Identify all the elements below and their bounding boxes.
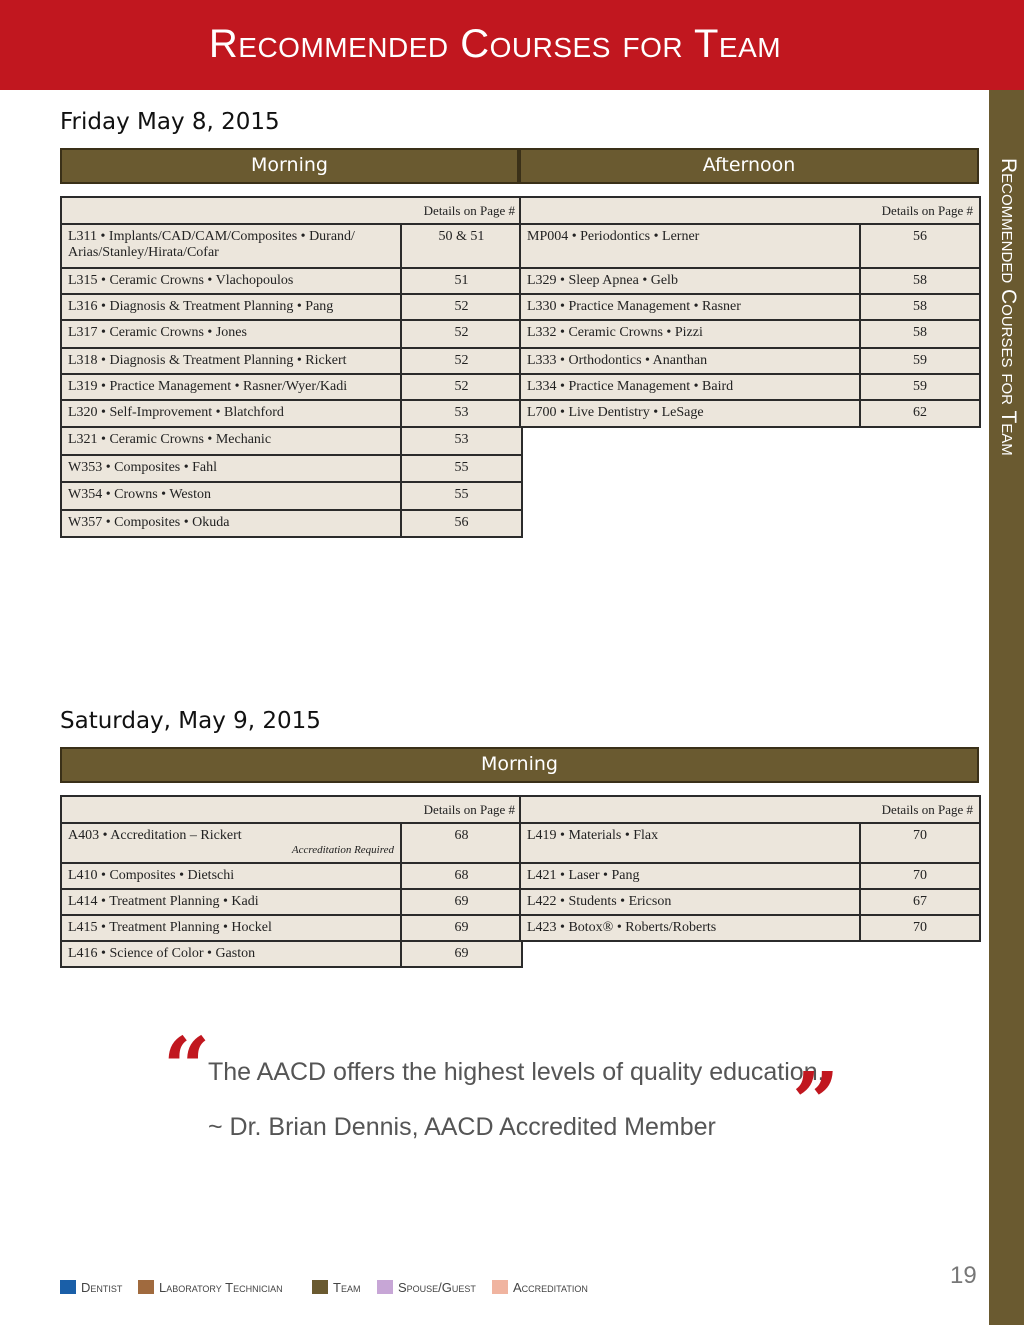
table-row (520, 400, 980, 427)
course-cell (520, 889, 860, 915)
page-cell: 69 (401, 915, 522, 941)
course-cell (61, 224, 401, 268)
legend-label: Accreditation (513, 1279, 588, 1295)
course-cell (61, 320, 401, 348)
table-row (520, 348, 980, 374)
table-row (520, 889, 980, 915)
course-cell (61, 915, 401, 941)
friday-afternoon-header: Afternoon (519, 148, 979, 184)
table-row (61, 889, 522, 915)
course-cell (61, 400, 401, 427)
page-cell: 69 (401, 889, 522, 915)
course-title: W353 • Composites • Fahl (68, 460, 218, 475)
legend-item-accreditation (492, 1278, 588, 1296)
table-row (520, 374, 980, 400)
legend-label: Spouse/Guest (398, 1279, 476, 1295)
course-title: W354 • Crowns • Weston (68, 487, 211, 502)
course-title: L700 • Live Dentistry • LeSage (527, 405, 704, 420)
course-cell (61, 427, 401, 455)
legend-swatch (492, 1280, 508, 1294)
table-row (61, 863, 522, 889)
legend-swatch (377, 1280, 393, 1294)
page-cell: 68 (401, 863, 522, 889)
course-cell (520, 268, 860, 294)
course-title: L315 • Ceramic Crowns • Vlachopoulos (68, 273, 294, 288)
quote-text: The AACD offers the highest levels of quality education. (208, 1058, 825, 1086)
page-cell: 58 (860, 294, 980, 320)
course-cell (61, 294, 401, 320)
saturday-morning-header: Morning (60, 747, 979, 783)
table-row (61, 224, 522, 268)
legend-swatch (312, 1280, 328, 1294)
quote-open-mark: “ (163, 1020, 211, 1116)
legend-item-dentist (60, 1278, 122, 1296)
table-row (61, 510, 522, 537)
course-cell (520, 224, 860, 268)
details-header: Details on Page # (61, 796, 522, 823)
table-row (61, 320, 522, 348)
table-row (61, 374, 522, 400)
saturday-title: Saturday, May 9, 2015 (60, 708, 321, 734)
course-title: L422 • Students • Ericson (527, 894, 672, 909)
course-cell (520, 348, 860, 374)
course-cell (61, 510, 401, 537)
course-cell (61, 823, 401, 863)
page-cell: 50 & 51 (401, 224, 522, 268)
page-cell: 59 (860, 348, 980, 374)
course-cell (61, 889, 401, 915)
course-cell (520, 294, 860, 320)
course-title: A403 • Accreditation – Rickert (68, 828, 242, 843)
course-cell (520, 374, 860, 400)
course-title: W357 • Composites • Okuda (68, 515, 230, 530)
table-row (61, 268, 522, 294)
legend-item-laboratory-technician (138, 1278, 283, 1296)
page-cell: 58 (860, 320, 980, 348)
course-cell (520, 400, 860, 427)
course-cell (61, 268, 401, 294)
course-title: L423 • Botox® • Roberts/Roberts (527, 920, 717, 935)
page-cell: 52 (401, 348, 522, 374)
legend-item-spouse-guest (377, 1278, 476, 1296)
table-row (61, 941, 522, 967)
quote-author: ~ Dr. Brian Dennis, AACD Accredited Member (208, 1113, 716, 1141)
page-cell: 67 (860, 889, 980, 915)
course-title: L421 • Laser • Pang (527, 868, 640, 883)
course-title: L318 • Diagnosis & Treatment Planning • Rickert (68, 353, 347, 368)
table-row (520, 915, 980, 941)
course-cell (61, 482, 401, 510)
page-cell: 55 (401, 455, 522, 482)
course-title: L410 • Composites • Dietschi (68, 868, 235, 883)
page-cell: 70 (860, 823, 980, 863)
page-cell: 59 (860, 374, 980, 400)
page-cell: 62 (860, 400, 980, 427)
saturday-left-table (60, 795, 523, 968)
table-row (520, 294, 980, 320)
page-cell: 53 (401, 427, 522, 455)
details-header: Details on Page # (520, 796, 980, 823)
legend-label: Team (333, 1279, 361, 1295)
friday-morning-header: Morning (60, 148, 519, 184)
course-title: L419 • Materials • Flax (527, 828, 659, 843)
legend-item-team (312, 1278, 360, 1296)
page-cell: 58 (860, 268, 980, 294)
course-title: L320 • Self-Improvement • Blatchford (68, 405, 284, 420)
page-number: 19 (950, 1262, 977, 1289)
table-row (61, 455, 522, 482)
page-title: Recommended Courses for Team (208, 22, 782, 66)
table-row (520, 268, 980, 294)
page-cell: 52 (401, 294, 522, 320)
page-cell: 55 (401, 482, 522, 510)
page-cell: 56 (860, 224, 980, 268)
legend-swatch (60, 1280, 76, 1294)
course-title: L334 • Practice Management • Baird (527, 379, 734, 394)
friday-morning-table (60, 196, 523, 538)
page-cell: 70 (860, 915, 980, 941)
table-row (61, 294, 522, 320)
page-cell: 51 (401, 268, 522, 294)
course-cell (520, 823, 860, 863)
details-header: Details on Page # (61, 197, 522, 224)
saturday-right-table (519, 795, 981, 942)
legend-swatch (138, 1280, 154, 1294)
course-title: L316 • Diagnosis & Treatment Planning • Pang (68, 299, 334, 314)
page-cell: 68 (401, 823, 522, 863)
friday-title: Friday May 8, 2015 (60, 109, 280, 135)
table-row (520, 320, 980, 348)
legend-label: Dentist (81, 1279, 123, 1295)
table-row (520, 224, 980, 268)
details-header: Details on Page # (520, 197, 980, 224)
course-title: L414 • Treatment Planning • Kadi (68, 894, 259, 909)
course-cell (61, 863, 401, 889)
friday-afternoon-table (519, 196, 981, 428)
course-cell (520, 915, 860, 941)
course-title: L311 • Implants/CAD/CAM/Composites • Durand/ Arias/Stanley/Hirata/Cofar (68, 229, 355, 260)
table-row (61, 482, 522, 510)
table-row (520, 823, 980, 863)
course-cell (61, 455, 401, 482)
table-row (61, 823, 522, 863)
course-title: MP004 • Periodontics • Lerner (527, 229, 700, 244)
course-title: L317 • Ceramic Crowns • Jones (68, 325, 247, 340)
course-cell (61, 941, 401, 967)
page-cell: 53 (401, 400, 522, 427)
course-title: L330 • Practice Management • Rasner (527, 299, 741, 314)
page-cell: 69 (401, 941, 522, 967)
course-title: L321 • Ceramic Crowns • Mechanic (68, 432, 272, 447)
course-note: Accreditation Required (291, 844, 394, 856)
course-title: L333 • Orthodontics • Ananthan (527, 353, 708, 368)
table-row (61, 915, 522, 941)
course-cell (61, 374, 401, 400)
quote-close-mark: ” (792, 1055, 840, 1151)
table-row (61, 400, 522, 427)
course-title: L329 • Sleep Apnea • Gelb (527, 273, 678, 288)
course-title: L319 • Practice Management • Rasner/Wyer/Kadi (68, 379, 348, 394)
course-title: L416 • Science of Color • Gaston (68, 946, 256, 961)
table-row (520, 863, 980, 889)
page-cell: 70 (860, 863, 980, 889)
course-cell (520, 320, 860, 348)
course-title: L332 • Ceramic Crowns • Pizzi (527, 325, 703, 340)
table-row (61, 348, 522, 374)
page-cell: 52 (401, 374, 522, 400)
side-tab-label: Recommended Courses for Team (997, 158, 1020, 456)
table-row (61, 427, 522, 455)
page-cell: 56 (401, 510, 522, 537)
course-title: L415 • Treatment Planning • Hockel (68, 920, 272, 935)
page-cell: 52 (401, 320, 522, 348)
legend-label: Laboratory Technician (159, 1279, 283, 1295)
course-cell (61, 348, 401, 374)
course-cell (520, 863, 860, 889)
